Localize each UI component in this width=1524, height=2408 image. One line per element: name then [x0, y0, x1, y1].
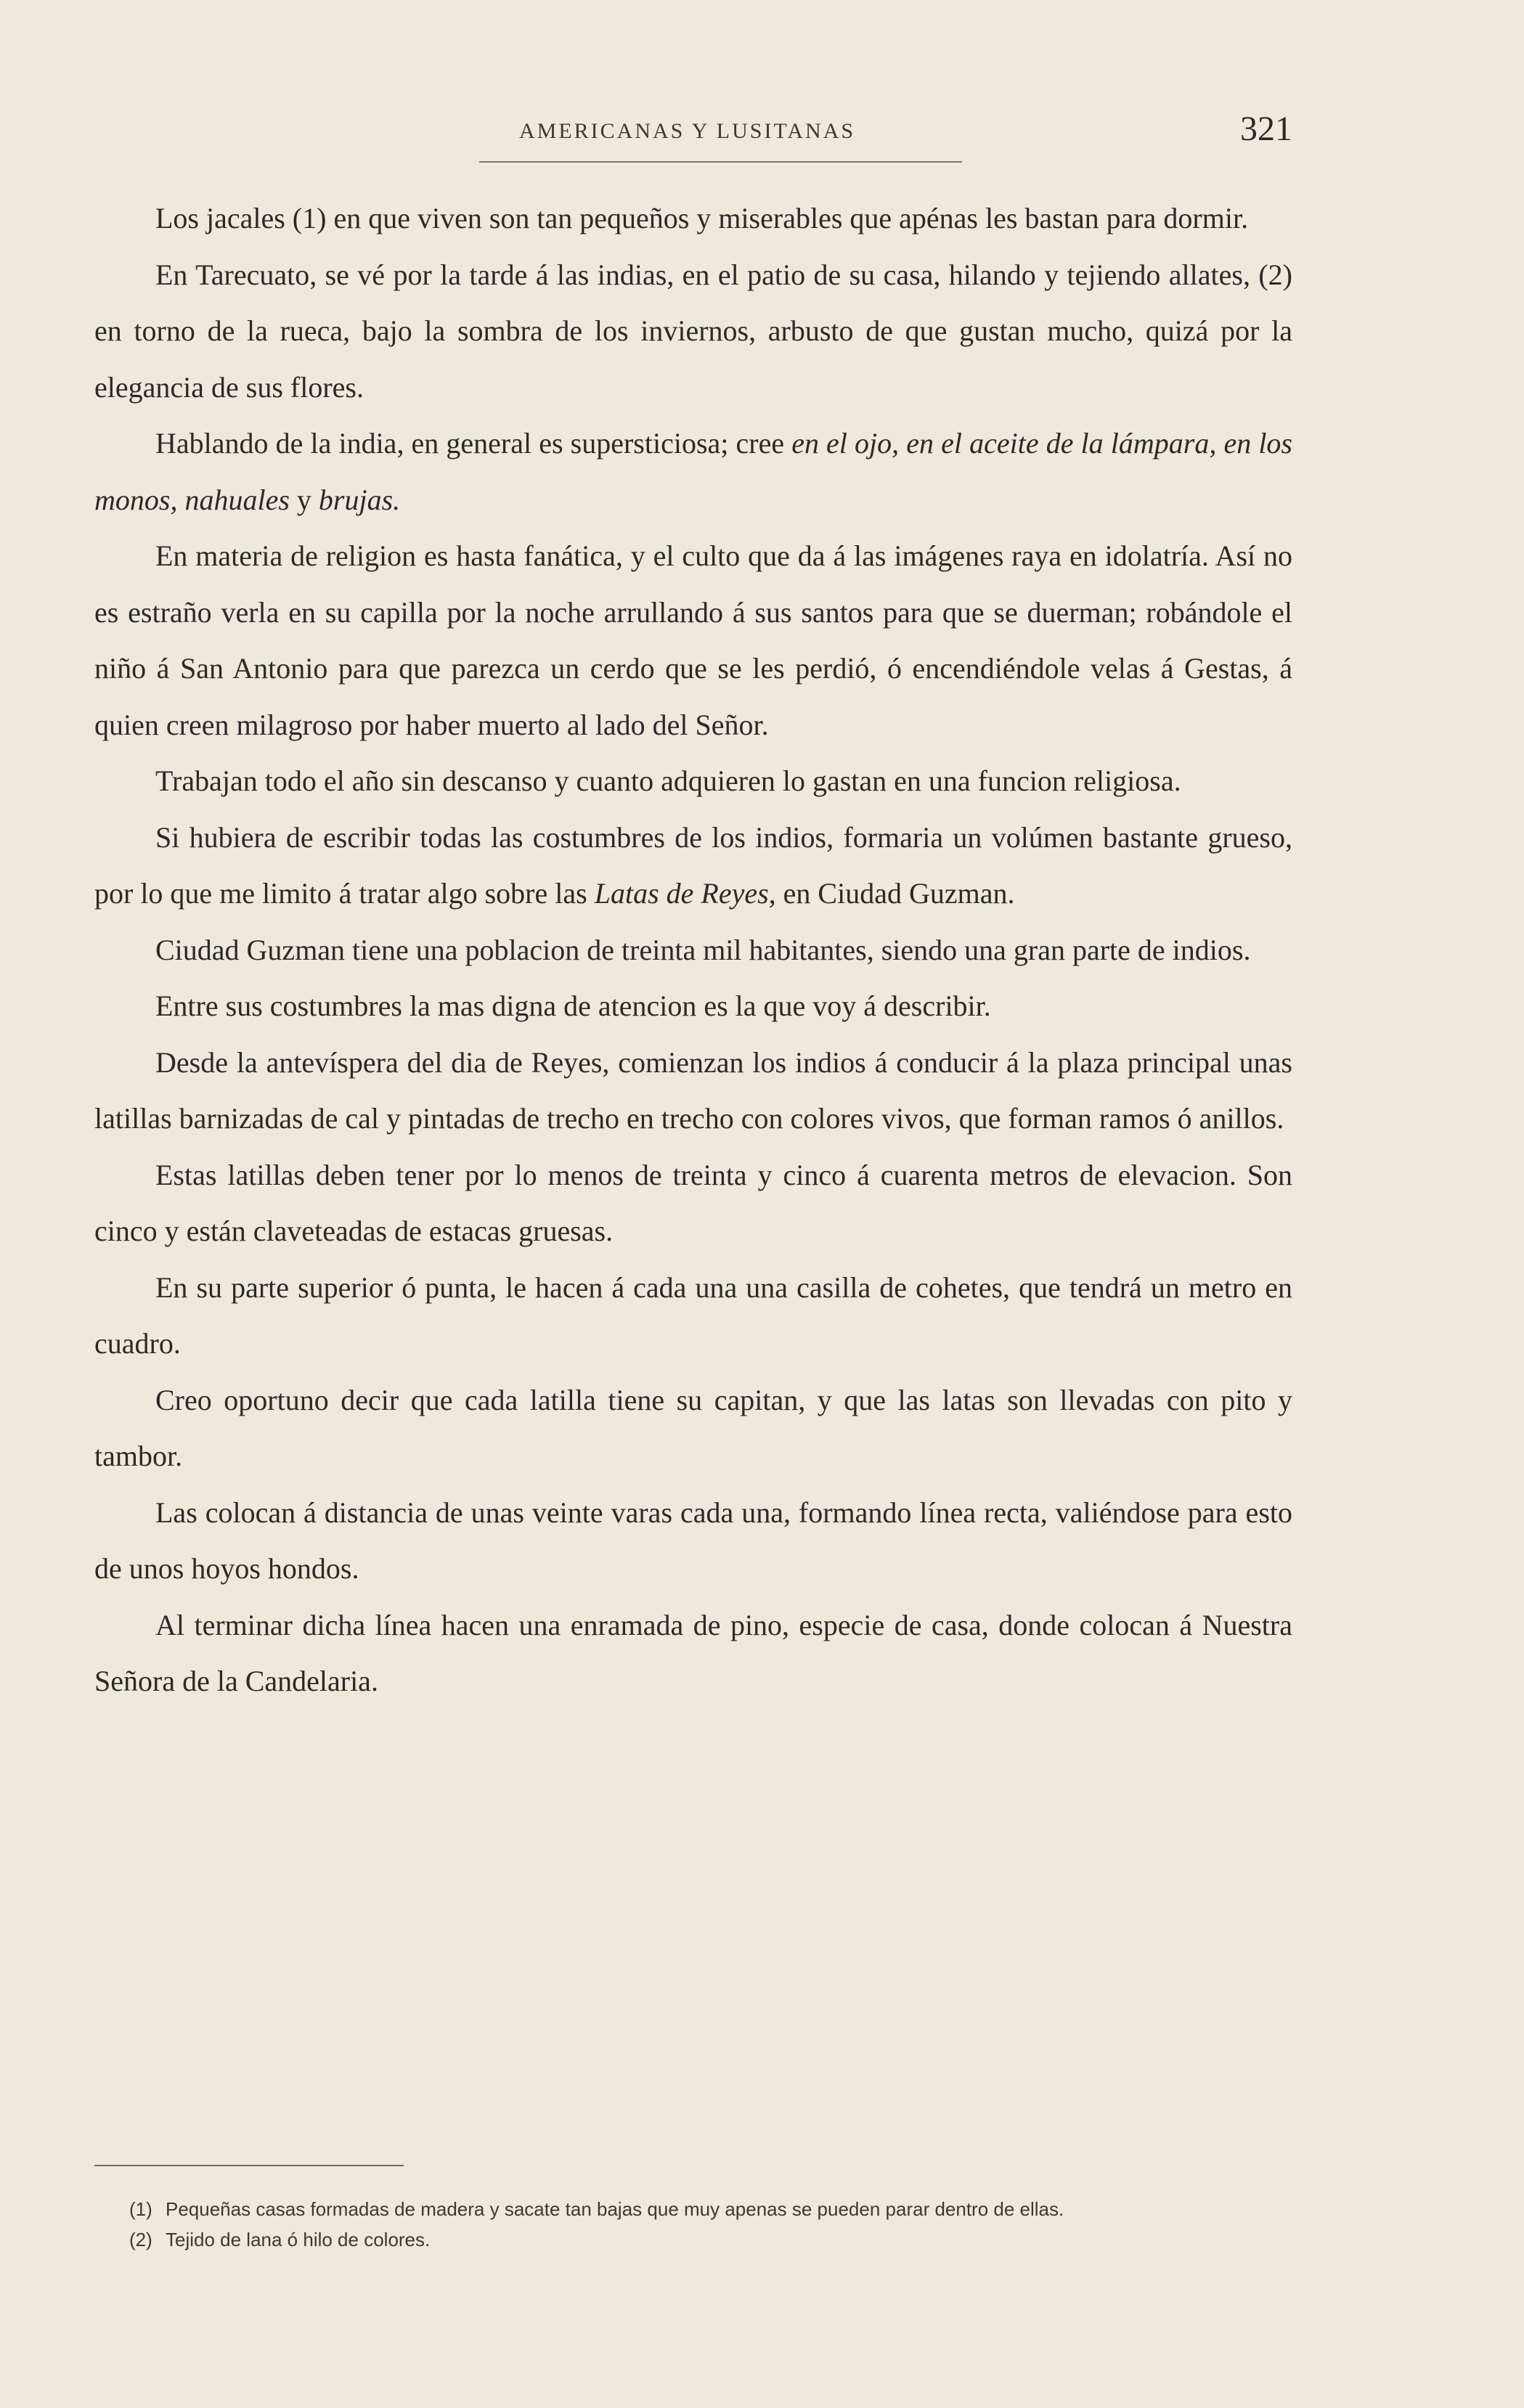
running-head	[94, 110, 1292, 158]
paragraph	[94, 190, 1292, 247]
paragraph	[94, 1034, 1292, 1147]
text-segment: Los jacales (1) en que viven son tan pequeños y miserables que apénas les bastan para dormir.	[155, 202, 1249, 234]
page-number: 321	[1240, 110, 1292, 148]
footnote-text: Pequeñas casas formadas de madera y sacate tan bajas que muy apenas se pueden parar dentro de ellas.	[166, 2198, 1064, 2220]
italic-text: en el ojo, en el aceite de la lámpara, en los monos, nahuales	[94, 427, 1292, 516]
paragraph	[94, 753, 1292, 809]
paragraph	[94, 809, 1292, 922]
text-segment: En materia de religion es hasta fanática, y el culto que da á las imágenes raya en idolatría. Así no es estraño verla en su capilla por la noche arrullando á sus santos para que se duerman; robándole el niño á San Antonio para que parezca un cerdo que se les perdió, ó encendiéndole velas á Gestas, á quien creen milagroso por haber muerto al lado del Señor.	[94, 539, 1292, 741]
footnote-text: Tejido de lana ó hilo de colores.	[166, 2229, 431, 2250]
footnote-rule	[94, 2165, 404, 2166]
italic-text: Latas de Reyes,	[594, 877, 776, 910]
text-segment: Ciudad Guzman tiene una poblacion de treinta mil habitantes, siendo una gran parte de indios.	[155, 933, 1251, 966]
text-segment: y	[289, 483, 319, 516]
header-rule	[479, 161, 962, 163]
paragraph	[94, 1372, 1292, 1485]
paragraph	[94, 528, 1292, 753]
text-segment: Entre sus costumbres la mas digna de atencion es la que voy á describir.	[155, 989, 991, 1022]
text-segment: Hablando de la india, en general es supersticiosa; cree	[155, 427, 792, 460]
paragraph	[94, 415, 1292, 528]
text-segment: Al terminar dicha línea hacen una enramada de pino, especie de casa, donde colocan á Nuestra Señora de la Candelaria.	[94, 1608, 1292, 1697]
footnote-number: (2)	[129, 2229, 152, 2250]
footnote-number: (1)	[129, 2198, 152, 2220]
paragraph	[94, 1485, 1292, 1597]
paragraph	[94, 1260, 1292, 1372]
paragraph	[94, 922, 1292, 979]
text-segment: Si hubiera de escribir todas las costumbres de los indios, formaria un volúmen bastante grueso, por lo que me limito á tratar algo sobre las	[94, 820, 1292, 910]
italic-text: brujas.	[318, 483, 401, 516]
footnotes	[129, 2194, 1305, 2255]
text-segment: En su parte superior ó punta, le hacen á cada una una casilla de cohetes, que tendrá un metro en cuadro.	[94, 1270, 1292, 1360]
running-head-title: AMERICANAS Y LUSITANAS	[519, 119, 856, 143]
paragraph	[94, 978, 1292, 1034]
paragraph	[94, 1147, 1292, 1260]
footnote	[129, 2224, 1305, 2255]
text-segment: en Ciudad Guzman.	[775, 877, 1015, 910]
paragraph	[94, 1597, 1292, 1710]
footnote	[129, 2194, 1305, 2224]
text-segment: Creo oportuno decir que cada latilla tiene su capitan, y que las latas son llevadas con pito y tambor.	[94, 1383, 1292, 1472]
text-segment: Desde la antevíspera del dia de Reyes, comienzan los indios á conducir á la plaza principal unas latillas barnizadas de cal y pintadas de trecho en trecho con colores vivos, que forman ramos ó anillos.	[94, 1045, 1292, 1135]
text-segment: Las colocan á distancia de unas veinte varas cada una, formando línea recta, valiéndose para esto de unos hoyos hondos.	[94, 1495, 1292, 1585]
body-text	[94, 190, 1292, 1710]
text-segment: Trabajan todo el año sin descanso y cuanto adquieren lo gastan en una funcion religiosa.	[155, 764, 1181, 797]
text-segment: En Tarecuato, se vé por la tarde á las indias, en el patio de su casa, hilando y tejiendo allates, (2) en torno de la rueca, bajo la sombra de los inviernos, arbusto de que gustan mucho, quizá por la elegancia de sus flores.	[94, 258, 1292, 404]
paragraph	[94, 247, 1292, 416]
text-segment: Estas latillas deben tener por lo menos de treinta y cinco á cuarenta metros de elevacion. Son cinco y están claveteadas de estacas gruesas.	[94, 1158, 1292, 1247]
